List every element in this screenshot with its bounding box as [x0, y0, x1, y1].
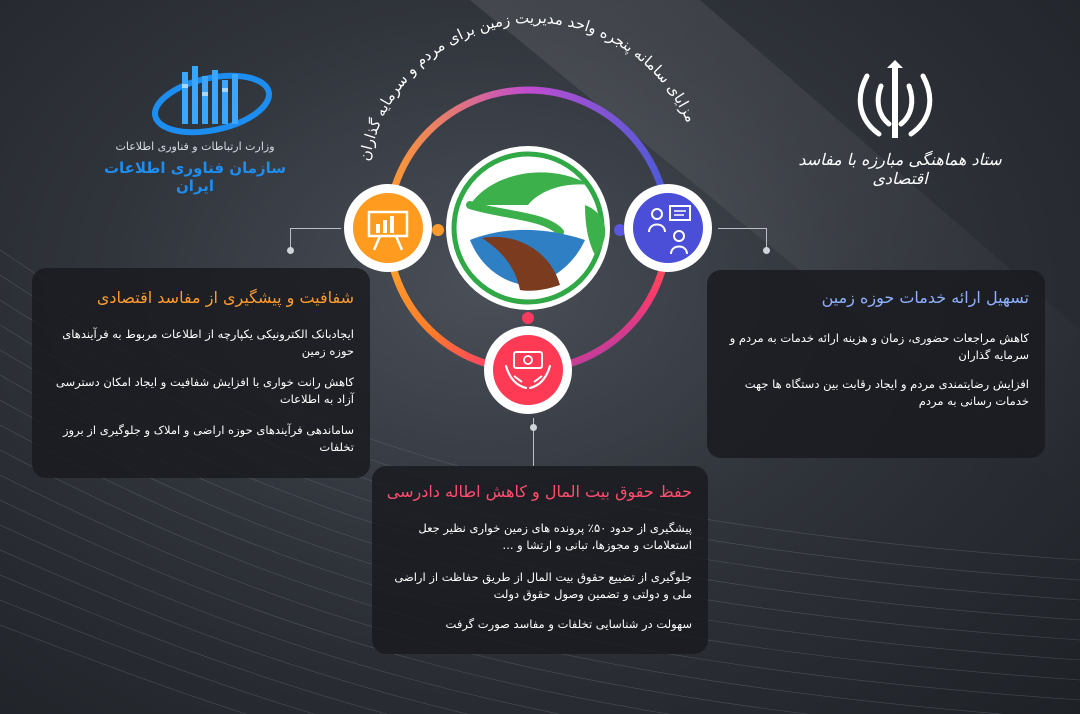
treasury-card	[372, 466, 708, 654]
service-people-icon	[624, 184, 712, 272]
treasury-bullet: جلوگیری از تضییع حقوق بیت المال از طریق حفاظت از اراضی ملی و دولتی و تضمین وصول حقوق دولت	[394, 570, 692, 601]
services-title: تسهیل ارائه خدمات حوزه زمین	[821, 288, 1029, 307]
ito-logo	[100, 62, 290, 195]
treasury-bullet: سهولت در شناسایی تخلفات و مفاسد صورت گرفت	[445, 617, 692, 631]
ministry-name: وزارت ارتباطات و فناوری اطلاعات	[115, 140, 275, 153]
transparency-card	[32, 268, 370, 478]
ito-emblem-icon	[100, 62, 290, 142]
services-bullet: افزایش رضایتمندی مردم و ایجاد رقابت بین دستگاه ها جهت خدمات رسانی به مردم	[744, 377, 1029, 408]
ring-title: مزایای سامانه پنجره واحد مدیریت زمین برای مردم و سرمایه گذاران	[355, 8, 701, 163]
presentation-chart-icon	[344, 184, 432, 272]
organization-name: سازمان فناوری اطلاعات ایران	[103, 159, 287, 195]
ring-dot-bottom	[522, 312, 534, 324]
hq-name: ستاد هماهنگی مبارزه با مفاسد اقتصادی	[798, 150, 1002, 188]
connector-dot	[287, 247, 294, 254]
transparency-bullet: ساماندهی فرآیندهای حوزه اراضی و املاک و جلوگیری از بروز تخلفات	[63, 423, 354, 454]
treasury-bullet: پیشگیری از حدود ۵۰٪ پرونده های زمین خواری نظیر جعل استعلامات و مجوزها، تبانی و ارتشا و ...	[418, 521, 692, 552]
treasury-title: حفظ حقوق بیت المال و کاهش اطاله دادرسی	[386, 482, 692, 501]
transparency-bullet: ایجادبانک الکترونیکی یکپارچه از اطلاعات مربوط به فرآیندهای حوزه زمین	[62, 327, 354, 358]
services-bullet: کاهش مراجعات حضوری، زمان و هزینه ارائه خدمات به مردم و سرمایه گذاران	[729, 331, 1029, 362]
ring-dot-left	[432, 224, 444, 236]
transparency-title: شفافیت و پیشگیری از مفاسد اقتصادی	[96, 288, 354, 307]
iran-emblem-icon	[845, 58, 945, 148]
transparency-bullet: کاهش رانت خواری با افزایش شفافیت و ایجاد امکان دسترسی آزاد به اطلاعات	[55, 375, 354, 406]
benefits-ring	[330, 8, 730, 440]
money-hands-icon	[484, 326, 572, 414]
center-land-logo-icon	[446, 146, 610, 310]
connector-dot	[763, 247, 770, 254]
services-card	[707, 270, 1045, 458]
